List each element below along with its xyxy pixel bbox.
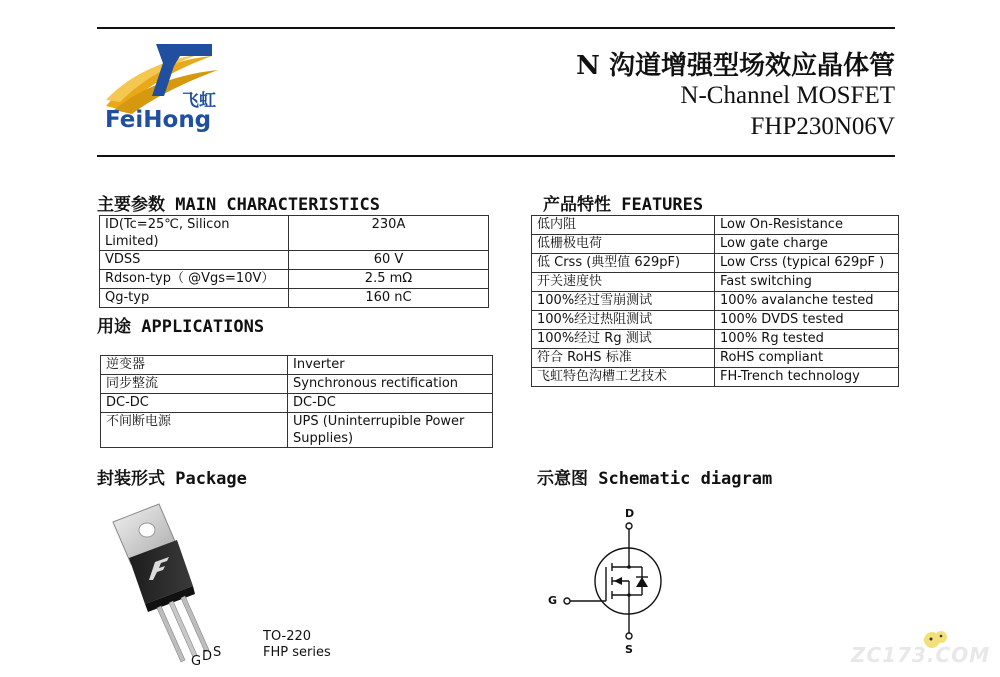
- feature-cn-cell: 飞虹特色沟槽工艺技术: [532, 368, 715, 387]
- table-row: [101, 413, 493, 448]
- param-cell: Rdson-typ（ @Vgs=10V）: [100, 270, 289, 289]
- table-row: [100, 251, 489, 270]
- table-row: [532, 311, 899, 330]
- pin-g-label: G: [191, 654, 202, 669]
- application-en-cell: Synchronous rectification: [288, 375, 493, 394]
- feature-cn-cell: 低栅极电荷: [532, 235, 715, 254]
- pin-s-label: S: [213, 645, 222, 660]
- logo-en-text: FeiHong: [105, 107, 212, 133]
- feature-cn-cell: 低内阻: [532, 216, 715, 235]
- main-characteristics-table: [99, 215, 489, 308]
- applications-table: [100, 355, 493, 448]
- value-cell: 160 nC: [289, 289, 489, 308]
- package-title: 封装形式 Package: [97, 469, 247, 489]
- table-row: [101, 375, 493, 394]
- mosfet-schematic: [540, 505, 670, 655]
- drain-label: D: [625, 507, 635, 520]
- value-cell: 230A: [289, 216, 489, 251]
- package-series: FHP series: [263, 645, 331, 660]
- feature-en-cell: 100% avalanche tested: [715, 292, 899, 311]
- application-cn-cell: DC-DC: [101, 394, 288, 413]
- table-row: [532, 235, 899, 254]
- feature-cn-cell: 100%经过 Rg 测试: [532, 330, 715, 349]
- feature-en-cell: Fast switching: [715, 273, 899, 292]
- table-row: [101, 356, 493, 375]
- feature-cn-cell: 符合 RoHS 标准: [532, 349, 715, 368]
- title-cn: N 沟道增强型场效应晶体管: [576, 51, 895, 81]
- feature-en-cell: Low Crss (typical 629pF ): [715, 254, 899, 273]
- title-en: N-Channel MOSFET: [680, 82, 895, 109]
- table-row: [100, 289, 489, 308]
- feature-en-cell: RoHS compliant: [715, 349, 899, 368]
- param-cell: ID(Tc=25℃, Silicon Limited): [100, 216, 289, 251]
- source-label: S: [625, 643, 633, 656]
- feature-cn-cell: 100%经过热阻测试: [532, 311, 715, 330]
- main-characteristics-title: 主要参数 MAIN CHARACTERISTICS: [97, 195, 380, 215]
- param-cell: Qg-typ: [100, 289, 289, 308]
- application-cn-cell: 同步整流: [101, 375, 288, 394]
- part-number: FHP230N06V: [750, 113, 895, 140]
- package-name: TO-220: [263, 629, 312, 644]
- table-row: [100, 216, 489, 251]
- schematic-title: 示意图 Schematic diagram: [537, 469, 773, 489]
- feature-en-cell: 100% DVDS tested: [715, 311, 899, 330]
- table-row: [532, 292, 899, 311]
- application-cn-cell: 逆变器: [101, 356, 288, 375]
- table-row: [100, 270, 489, 289]
- pin-d-label: D: [202, 649, 213, 664]
- gate-label: G: [548, 594, 558, 607]
- feature-en-cell: Low gate charge: [715, 235, 899, 254]
- value-cell: 2.5 mΩ: [289, 270, 489, 289]
- application-cn-cell: 不间断电源: [101, 413, 288, 448]
- param-cell: VDSS: [100, 251, 289, 270]
- header-top-rule: [97, 27, 895, 29]
- application-en-cell: DC-DC: [288, 394, 493, 413]
- table-row: [101, 394, 493, 413]
- watermark-text: ZC173.COM: [851, 643, 991, 667]
- application-en-cell: UPS (Uninterrupible Power Supplies): [288, 413, 493, 448]
- value-cell: 60 V: [289, 251, 489, 270]
- table-row: [532, 368, 899, 387]
- feature-cn-cell: 100%经过雪崩测试: [532, 292, 715, 311]
- features-title: 产品特性 FEATURES: [543, 195, 704, 215]
- mosfet-symbol-icon: [540, 505, 670, 655]
- header-bottom-rule: [97, 155, 895, 157]
- feature-en-cell: 100% Rg tested: [715, 330, 899, 349]
- applications-title: 用途 APPLICATIONS: [97, 317, 265, 337]
- feature-en-cell: FH-Trench technology: [715, 368, 899, 387]
- table-row: [532, 349, 899, 368]
- features-table: [531, 215, 899, 387]
- table-row: [532, 216, 899, 235]
- table-row: [532, 254, 899, 273]
- table-row: [532, 330, 899, 349]
- table-row: [532, 273, 899, 292]
- feature-cn-cell: 低 Crss (典型值 629pF): [532, 254, 715, 273]
- feihong-logo: [100, 38, 240, 138]
- application-en-cell: Inverter: [288, 356, 493, 375]
- feature-en-cell: Low On-Resistance: [715, 216, 899, 235]
- logo-cn-text: 飞虹: [182, 91, 216, 111]
- feature-cn-cell: 开关速度快: [532, 273, 715, 292]
